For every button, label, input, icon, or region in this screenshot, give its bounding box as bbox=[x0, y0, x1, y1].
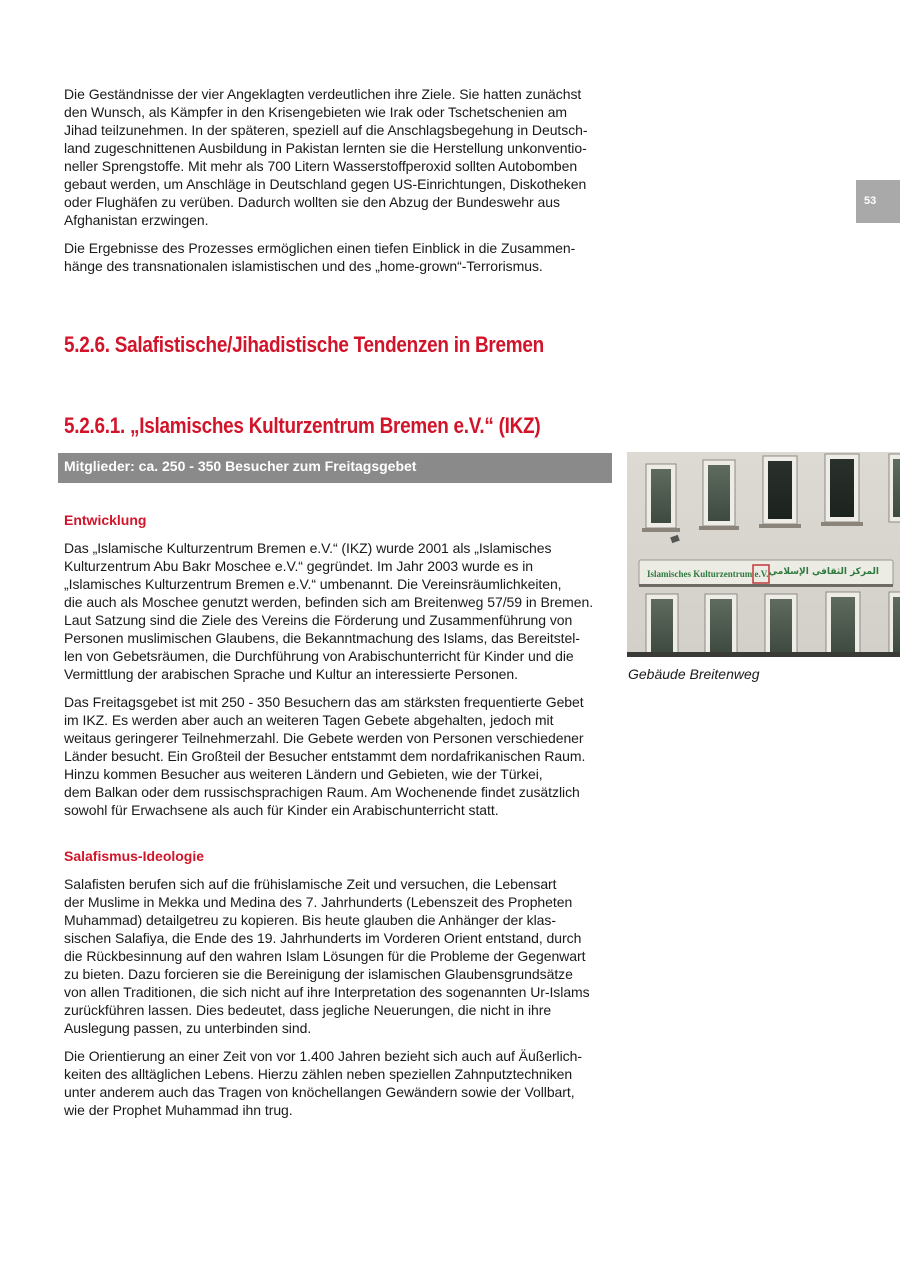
text-line: len von Gebetsräumen, die Durchführung von Arabischunterricht für Kinder und die bbox=[64, 648, 574, 664]
section-heading: 5.2.6. Salafistische/Jihadistische Tendenzen in Bremen bbox=[64, 332, 544, 357]
paragraph bbox=[64, 239, 612, 275]
paragraph bbox=[64, 539, 612, 683]
text-line: zurückführen lassen. Dies bedeutet, dass jegliche Neuerungen, die nicht in ihre bbox=[64, 1002, 552, 1018]
intro-paragraph-1 bbox=[64, 85, 612, 229]
text-line: „Islamisches Kulturzentrum Bremen e.V.“ umbenannt. Die Vereinsräumlichkeiten, bbox=[64, 576, 562, 592]
paragraph bbox=[64, 85, 612, 229]
text-line: Die Ergebnisse des Prozesses ermöglichen einen tiefen Einblick in die Zusammen- bbox=[64, 240, 576, 256]
text-line: zu bieten. Dazu forcieren sie die Bereinigung der islamischen Glaubensgrundsätze bbox=[64, 966, 573, 982]
page-number-tab bbox=[856, 180, 900, 223]
text-line: Auslegung passen, zu unterbinden sind. bbox=[64, 1020, 312, 1036]
ideologie-heading: Salafismus-Ideologie bbox=[64, 848, 205, 864]
sign-arabic-text: المركز الثقافي الإسلامي bbox=[768, 567, 879, 577]
text-line: Personen muslimischen Glaubens, die Bekanntmachung des Islams, das Bereitstel- bbox=[64, 630, 580, 646]
paragraph bbox=[64, 1047, 612, 1119]
text-line: unter anderem auch das Tragen von knöchellangen Gewändern sowie der Vollbart, bbox=[64, 1084, 575, 1100]
paragraph bbox=[64, 875, 612, 1037]
text-line: wie der Prophet Muhammad ihn trug. bbox=[64, 1102, 293, 1118]
text-line: im IKZ. Es werden aber auch an weiteren Tagen Gebete abgehalten, jedoch mit bbox=[64, 712, 554, 728]
text-line: weitaus geringerer Teilnehmerzahl. Die Gebete werden von Personen verschiedener bbox=[64, 730, 584, 746]
text-line: dem Balkan oder dem russischsprachigen Raum. Am Wochenende findet zusätzlich bbox=[64, 784, 580, 800]
text-line: der Muslime in Mekka und Medina des 7. Jahrhunderts (Lebenszeit des Propheten bbox=[64, 894, 573, 910]
page-number: 53 bbox=[864, 195, 877, 207]
text-line: Muhammad) detailgetreu zu kopieren. Bis heute glauben die Anhänger der klas- bbox=[64, 912, 556, 928]
text-line: Das Freitagsgebet ist mit 250 - 350 Besuchern das am stärksten frequentierte Gebet bbox=[64, 694, 584, 710]
text-line: Hinzu kommen Besucher aus weiteren Ländern und Gebieten, wie der Türkei, bbox=[64, 766, 543, 782]
text-line: keiten des alltäglichen Lebens. Hierzu zählen neben speziellen Zahnputztechniken bbox=[64, 1066, 573, 1082]
sign-latin-text: Islamisches Kulturzentrum e.V. bbox=[647, 569, 769, 579]
text-line: oder Flughäfen zu verüben. Dadurch wollten sie den Abzug der Bundeswehr aus bbox=[64, 194, 560, 210]
text-line: Die Geständnisse der vier Angeklagten verdeutlichen ihre Ziele. Sie hatten zunächst bbox=[64, 86, 582, 102]
text-line: Vermittlung der arabischen Sprache und Kultur an interessierte Personen. bbox=[64, 666, 518, 682]
subsection-heading: 5.2.6.1. „Islamisches Kulturzentrum Bremen e.V.“ (IKZ) bbox=[64, 413, 541, 438]
text-line: sischen Salafiya, die Ende des 19. Jahrhunderts im Vorderen Orient entstand, durch bbox=[64, 930, 582, 946]
text-line: Das „Islamische Kulturzentrum Bremen e.V.“ (IKZ) wurde 2001 als „Islamisches bbox=[64, 540, 552, 556]
text-line: Länder besucht. Ein Großteil der Besucher entstammt dem nordafrikanischen Raum. bbox=[64, 748, 586, 764]
text-line: hänge des transnationalen islamistischen und des „home-grown“-Terrorismus. bbox=[64, 258, 543, 274]
text-line: von allen Traditionen, die sich nicht auf ihre Interpretation des sogenannten Ur-Islams bbox=[64, 984, 590, 1000]
text-line: gebaut werden, um Anschläge in Deutschland gegen US-Einrichtungen, Diskotheken bbox=[64, 176, 587, 192]
text-line: die Rückbesinnung auf den wahren Islam Lösungen für die Probleme der Gegenwart bbox=[64, 948, 586, 964]
text-line: neller Sprengstoffe. Mit mehr als 700 Litern Wasserstoffperoxid sollten Autobomben bbox=[64, 158, 578, 174]
members-info-text: Mitglieder: ca. 250 - 350 Besucher zum Freitagsgebet bbox=[64, 458, 417, 474]
entwicklung-paragraph-1 bbox=[64, 539, 612, 683]
text-line: Afghanistan erzwingen. bbox=[64, 212, 209, 228]
text-line: Salafisten berufen sich auf die frühislamische Zeit und versuchen, die Lebensart bbox=[64, 876, 557, 892]
entwicklung-paragraph-2 bbox=[64, 693, 612, 819]
text-line: sowohl für Erwachsene als auch für Kinder ein Arabischunterricht statt. bbox=[64, 802, 499, 818]
intro-paragraph-2 bbox=[64, 239, 612, 275]
ideologie-paragraph-1 bbox=[64, 875, 612, 1037]
text-line: den Wunsch, als Kämpfer in den Krisengebieten wie Irak oder Tschetschenien am bbox=[64, 104, 568, 120]
paragraph bbox=[64, 693, 612, 819]
entwicklung-heading: Entwicklung bbox=[64, 512, 147, 528]
building-photo bbox=[627, 452, 900, 657]
ideologie-paragraph-2 bbox=[64, 1047, 612, 1119]
text-line: Laut Satzung sind die Ziele des Vereins die Förderung und Zusammenführung von bbox=[64, 612, 573, 628]
text-line: Die Orientierung an einer Zeit von vor 1.400 Jahren bezieht sich auch auf Äußerlich- bbox=[64, 1048, 582, 1064]
text-line: Kulturzentrum Abu Bakr Moschee e.V.“ gegründet. Im Jahr 2003 wurde es in bbox=[64, 558, 534, 574]
photo-caption: Gebäude Breitenweg bbox=[628, 666, 760, 682]
text-line: die auch als Moschee genutzt werden, befinden sich am Breitenweg 57/59 in Bremen. bbox=[64, 594, 594, 610]
members-info-bar bbox=[58, 453, 612, 483]
text-line: Jihad teilzunehmen. In der späteren, speziell auf die Anschlagsbegehung in Deutsch- bbox=[64, 122, 588, 138]
text-line: land zugeschnittenen Ausbildung in Pakistan lernten sie die Herstellung unkonventio- bbox=[64, 140, 587, 156]
